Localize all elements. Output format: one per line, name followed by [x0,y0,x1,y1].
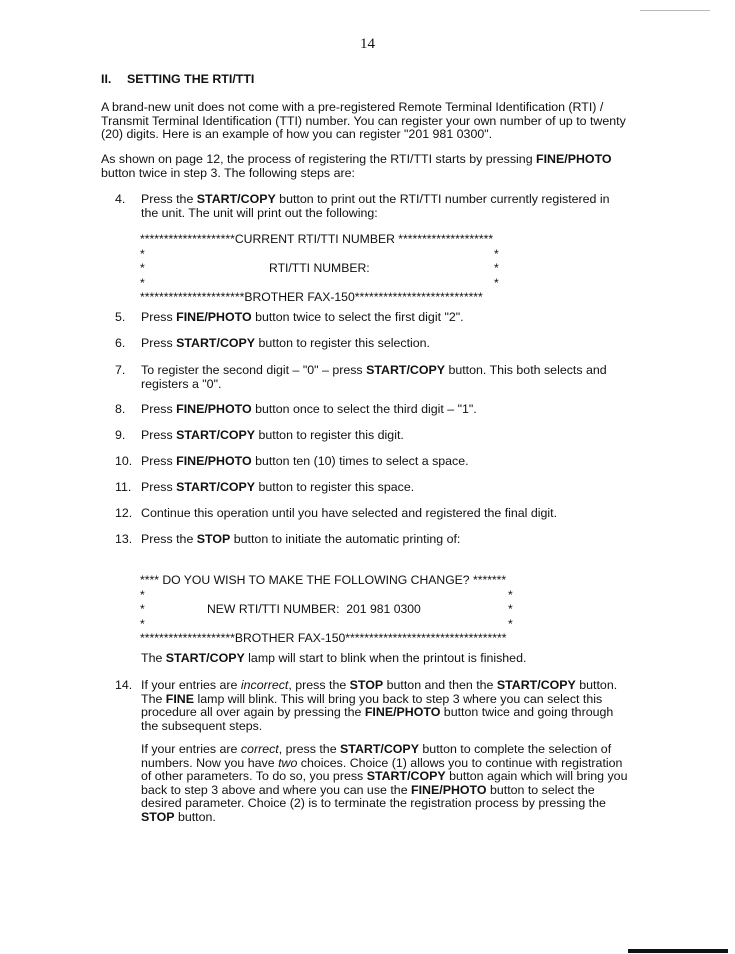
intro-paragraph-2: As shown on page 12, the process of registering the RTI/TTI starts by pressing FINE/PHOTO button twice in step 3. The following steps are: [101,152,612,180]
step-item: 7. To register the second digit – "0" – press START/COPY button. This both selects and registers a "0". [115,363,607,391]
step-item: 14. If your entries are incorrect, press the STOP button and then the START/COPY button. The FINE lamp will blink. This will bring you back to step 3 where you can select this procedure all over again by pressing the FINE/PHOTO button twice and going through the subsequent steps. [115,678,618,733]
page-number: 14 [360,36,375,52]
lamp-note: The START/COPY lamp will start to blink when the printout is finished. [141,651,527,665]
scan-mark-bottom [628,949,728,953]
printout-rti-label: RTI/TTI NUMBER: [269,261,370,275]
printout-line: **********************BROTHER FAX-150*************************** [140,290,483,304]
step-item: 6. Press START/COPY button to register this selection. [115,336,431,350]
step14-correct-paragraph: If your entries are correct, press the START/COPY button to complete the selection of numbers. Now you have two choices. Choice (1) allows you to continue with registration of other parameters. To do so, you press START/COPY button again which will bring you back to step 3 above and where you can use the FINE/PHOTO button to select the desired parameter. Choice (2) is to terminate the registration process by pressing the STOP button. [141,742,628,824]
step-item: 10. Press FINE/PHOTO button ten (10) times to select a space. [115,454,469,468]
step-item: 8. Press FINE/PHOTO button once to select the third digit – "1". [115,402,477,416]
step-item: 11. Press START/COPY button to register this space. [115,480,415,494]
printout-current-rti: ********************CURRENT RTI/TTI NUMBER ******************** * * * RTI/TTI NUMBER: * * * **********************BROTHER FAX-150*************************** [140,232,499,304]
step-item: 5. Press FINE/PHOTO button twice to select the first digit "2". [115,310,464,324]
printout-line: **** DO YOU WISH TO MAKE THE FOLLOWING CHANGE? ******* [140,573,507,587]
fine-photo-keyword: FINE/PHOTO [536,152,612,166]
section-number: II. [101,72,112,86]
scan-mark-top [640,10,710,11]
step-item: 9. Press START/COPY button to register this digit. [115,428,404,442]
printout-change-confirm: **** DO YOU WISH TO MAKE THE FOLLOWING CHANGE? ******* * * * NEW RTI/TTI NUMBER: 201 981 0300 * * * ********************BROTHER FAX-150********************************** [140,573,516,646]
step-item: 13. Press the STOP button to initiate the automatic printing of: [115,532,461,546]
section-title: SETTING THE RTI/TTI [127,72,255,86]
printout-new-rti-label: NEW RTI/TTI NUMBER: 201 981 0300 [207,602,421,616]
intro-paragraph: A brand-new unit does not come with a pre-registered Remote Terminal Identification (RTI) / Transmit Terminal Identification (TTI) number. You can register your own number of up to twenty (20) digits. Here is an example of how you can register "201 981 0300". [101,100,626,142]
printout-line: ********************BROTHER FAX-150********************************** [140,631,507,645]
step-item: 12. Continue this operation until you have selected and registered the final digit. [115,506,558,520]
step-item: 4. Press the START/COPY button to print out the RTI/TTI number currently registered in the unit. The unit will print out the following: [115,192,610,220]
section-heading [101,73,254,87]
printout-line: ********************CURRENT RTI/TTI NUMBER ******************** [140,232,494,246]
